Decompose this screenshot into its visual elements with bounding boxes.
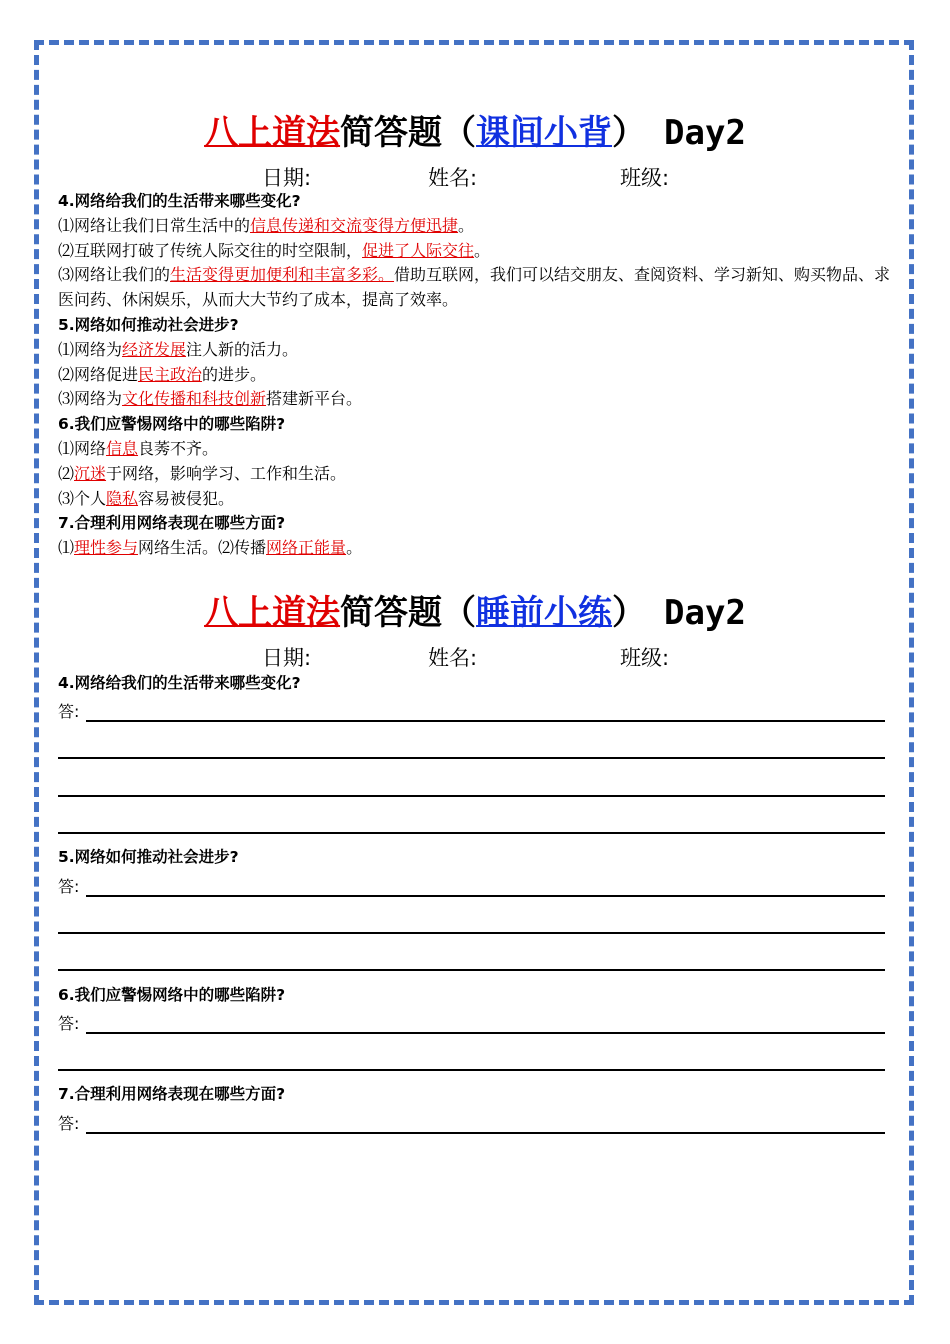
date-label: 日期: bbox=[262, 166, 312, 190]
title-day: Day2 bbox=[664, 113, 746, 153]
date-label: 日期: bbox=[262, 646, 312, 670]
title-subject: 八上道法 bbox=[204, 113, 341, 153]
answer-5-3: ⑶网络为文化传播和科技创新搭建新平台。 bbox=[58, 389, 363, 409]
answer-underline bbox=[86, 720, 885, 722]
name-label: 姓名: bbox=[428, 646, 478, 670]
question-4: 4.网络给我们的生活带来哪些变化? bbox=[58, 192, 301, 210]
title-mode: 课间小背 bbox=[476, 113, 613, 153]
answer-label: 答: bbox=[58, 877, 80, 896]
answer-6-2: ⑵沉迷于网络，影响学习、工作和生活。 bbox=[58, 463, 347, 483]
answer-4-3: ⑶网络让我们的生活变得更加便利和丰富多彩。借助互联网，我们可以结交朋友、查阅资料、学习新知、购买物品、求医问药、休闲娱乐，从而大大节约了成本，提高了效率。 bbox=[58, 265, 891, 310]
section1-content bbox=[58, 189, 898, 561]
blank-line[interactable] bbox=[58, 932, 885, 934]
name-label: 姓名: bbox=[428, 166, 478, 190]
question-6: 6.我们应警惕网络中的哪些陷阱? bbox=[58, 415, 286, 434]
blank-line[interactable] bbox=[58, 795, 885, 797]
section1-title bbox=[0, 113, 950, 153]
section1-info-row bbox=[0, 162, 950, 188]
answer-label: 答: bbox=[58, 1114, 80, 1133]
answer-6-1: ⑴网络信息良莠不齐。 bbox=[58, 438, 219, 458]
section2-info-row bbox=[0, 642, 950, 668]
title-type: 简答题（ bbox=[340, 593, 477, 633]
blank-line[interactable] bbox=[58, 832, 885, 834]
title-type: 简答题（ bbox=[340, 113, 477, 153]
answer-label: 答: bbox=[58, 1014, 80, 1033]
practice-question-4: 4.网络给我们的生活带来哪些变化? bbox=[58, 674, 301, 692]
practice-question-7: 7.合理利用网络表现在哪些方面? bbox=[58, 1085, 286, 1103]
answer-4-2: ⑵互联网打破了传统人际交往的时空限制，促进了人际交往。 bbox=[58, 240, 491, 260]
answer-4-1: ⑴网络让我们日常生活中的信息传递和交流变得方便迅捷。 bbox=[58, 215, 475, 235]
title-close: ） bbox=[612, 113, 647, 153]
answer-underline bbox=[86, 895, 885, 897]
title-mode: 睡前小练 bbox=[476, 593, 613, 633]
answer-5-2: ⑵网络促进民主政治的进步。 bbox=[58, 364, 267, 384]
blank-line[interactable] bbox=[58, 1069, 885, 1071]
title-day: Day2 bbox=[664, 593, 746, 633]
practice-question-6: 6.我们应警惕网络中的哪些陷阱? bbox=[58, 986, 286, 1004]
blank-line[interactable] bbox=[58, 757, 885, 759]
answer-line-5[interactable] bbox=[58, 873, 885, 897]
answer-7-1: ⑴理性参与网络生活。⑵传播网络正能量。 bbox=[58, 538, 363, 558]
practice-question-5: 5.网络如何推动社会进步? bbox=[58, 848, 239, 866]
class-label: 班级: bbox=[620, 166, 670, 190]
blank-line[interactable] bbox=[58, 969, 885, 971]
answer-underline bbox=[86, 1032, 885, 1034]
answer-line-7[interactable] bbox=[58, 1110, 885, 1134]
section2-title bbox=[0, 593, 950, 633]
title-close: ） bbox=[612, 593, 647, 633]
answer-6-3: ⑶个人隐私容易被侵犯。 bbox=[58, 488, 235, 508]
answer-5-1: ⑴网络为经济发展注人新的活力。 bbox=[58, 339, 299, 359]
answer-underline bbox=[86, 1132, 885, 1134]
answer-label: 答: bbox=[58, 702, 80, 721]
class-label: 班级: bbox=[620, 646, 670, 670]
answer-line-4[interactable] bbox=[58, 698, 885, 722]
answer-line-6[interactable] bbox=[58, 1010, 885, 1034]
question-5: 5.网络如何推动社会进步? bbox=[58, 315, 239, 334]
question-7: 7.合理利用网络表现在哪些方面? bbox=[58, 514, 286, 533]
title-subject: 八上道法 bbox=[204, 593, 341, 633]
